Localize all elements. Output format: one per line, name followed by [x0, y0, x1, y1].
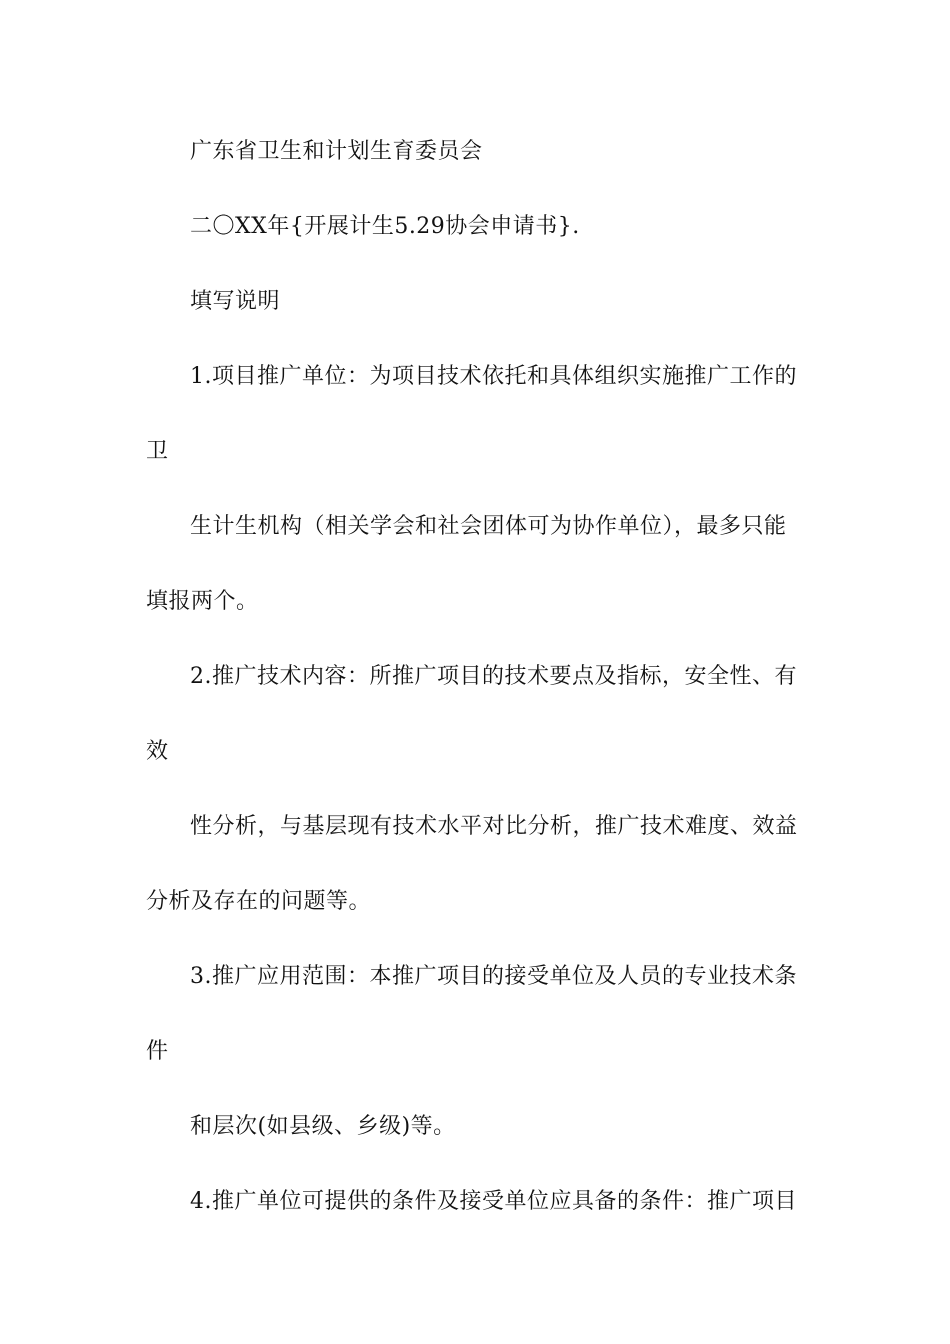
issuer-line: 广东省卫生和计划生育委员会	[190, 139, 483, 164]
paragraph-line: 效	[146, 739, 169, 764]
paragraph-line: 性分析，与基层现有技术水平对比分析，推广技术难度、效益	[190, 814, 798, 839]
paragraph-line: 和层次(如县级、乡级)等。	[190, 1114, 456, 1139]
paragraph-line: 生计生机构（相关学会和社会团体可为协作单位），最多只能	[190, 514, 787, 539]
paragraph-line: 2.推广技术内容：所推广项目的技术要点及指标，安全性、有	[190, 664, 797, 689]
paragraph-line: 件	[146, 1039, 169, 1064]
paragraph-line: 4.推广单位可提供的条件及接受单位应具备的条件：推广项目	[190, 1189, 797, 1214]
paragraph-line: 分析及存在的问题等。	[146, 889, 372, 914]
paragraph-line: 卫	[146, 439, 169, 464]
date-title-line: 二〇XX年{开展计生5.29协会申请书}.	[190, 214, 580, 239]
section-heading: 填写说明	[190, 289, 281, 314]
paragraph-line: 1.项目推广单位：为项目技术依托和具体组织实施推广工作的	[190, 364, 797, 389]
paragraph-line: 填报两个。	[146, 589, 259, 614]
paragraph-line: 3.推广应用范围：本推广项目的接受单位及人员的专业技术条	[190, 964, 797, 989]
